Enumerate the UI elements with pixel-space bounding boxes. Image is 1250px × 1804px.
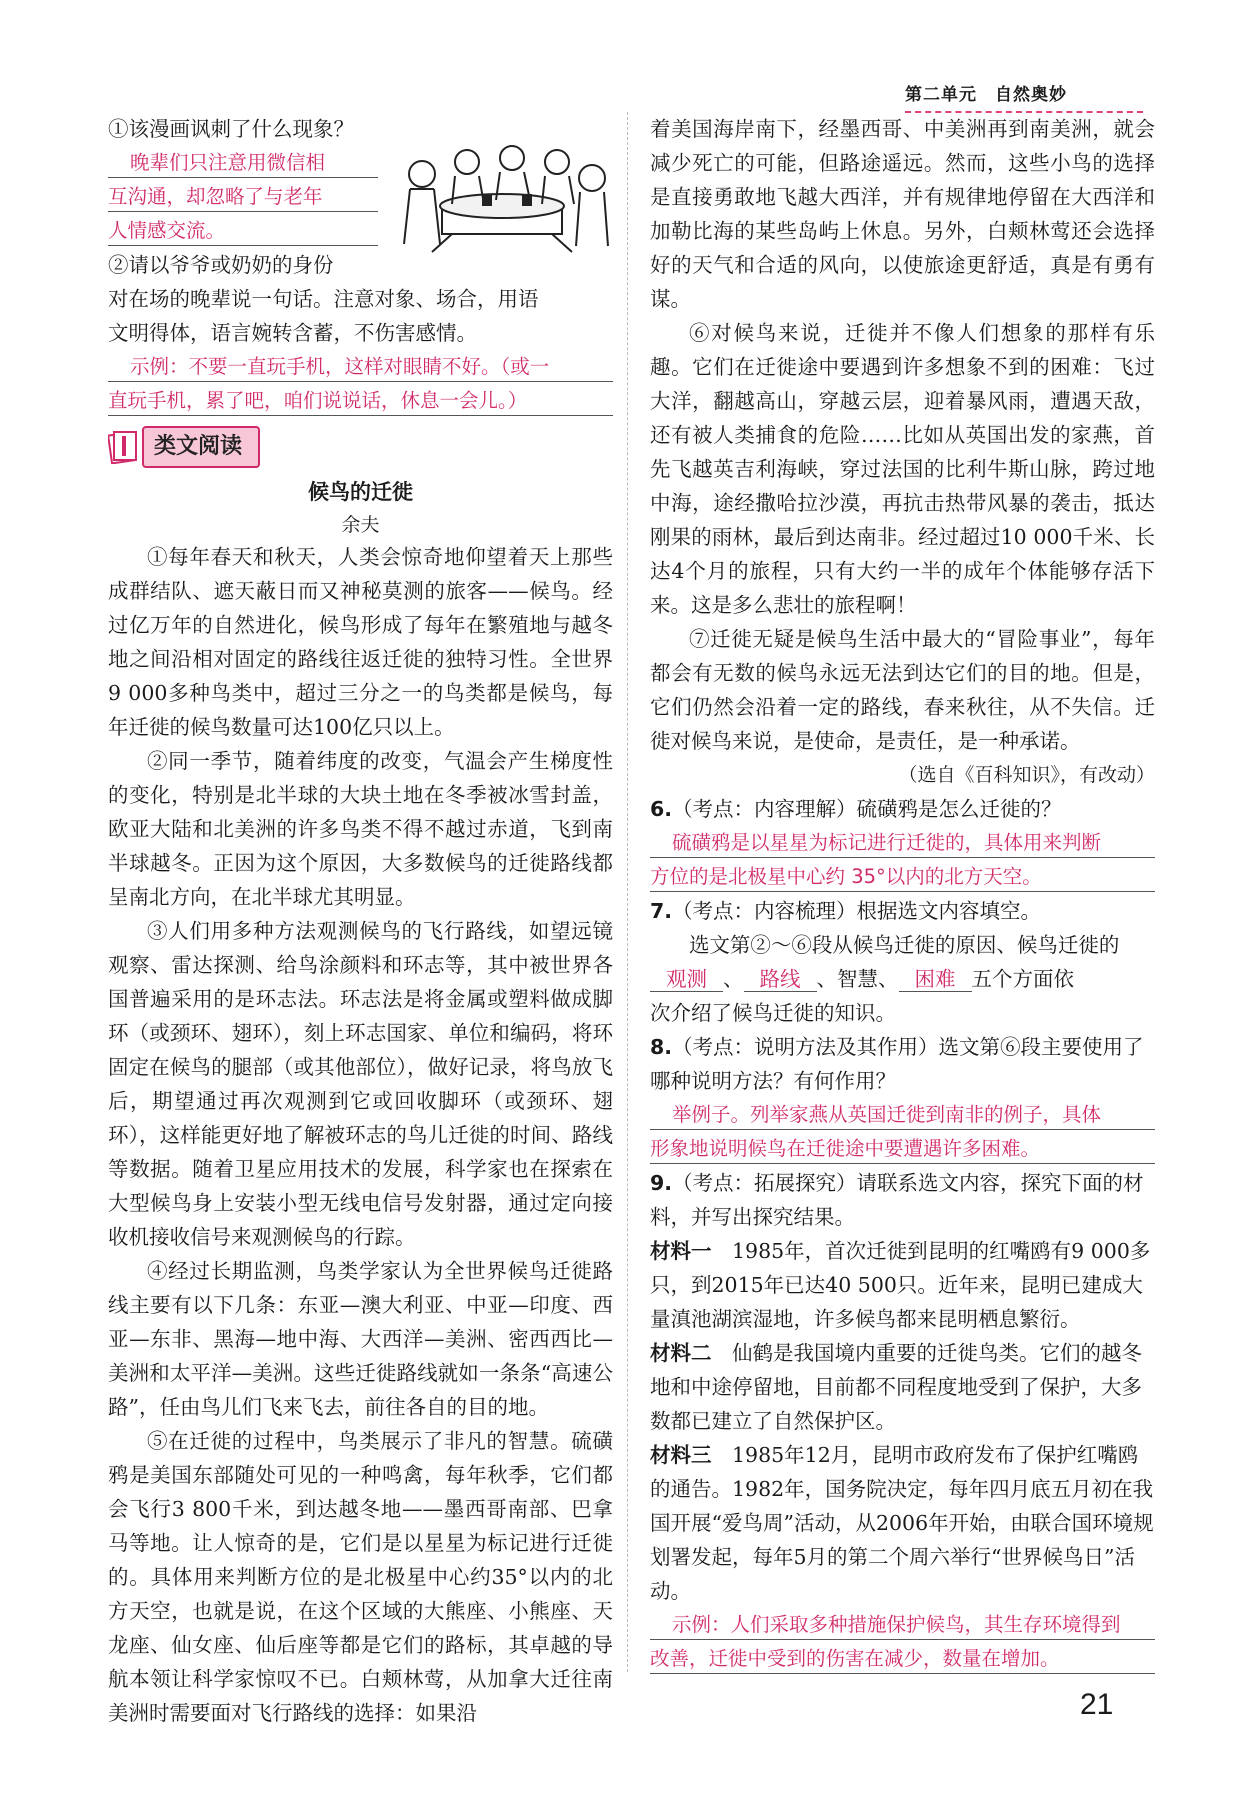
article-author: 余夫 [341,514,380,536]
fill-blank: 路线 [744,967,817,992]
column-divider [627,112,628,1672]
paragraph: ④经过长期监测，鸟类学家认为全世界候鸟迁徙路线主要有以下几条：东亚—澳大利亚、中亚—印度、西亚—东非、黑海—地中海、大西洋—美洲、密西西比—美洲和太平洋—美洲。这些迁徙路线就如一条条“高速公路”，任由鸟儿们飞来飞去，前往各自的目的地。 [108,1259,613,1419]
fill-in-text: 选文第②～⑥段从候鸟迁徙的原因、候鸟迁徙的 [688,933,1120,957]
answer-8-line: 举例子。列举家燕从英国迁徙到南非的例子，具体 [650,1098,1155,1132]
material-2: 材料二 仙鹤是我国境内重要的迁徙鸟类。它们的越冬地和中途停留地，目前都不同程度地受到了保护，大多数都已建立了自然保护区。 [650,1341,1142,1433]
unit-title: 第二单元 自然奥妙 [905,85,1067,105]
left-column [108,112,613,1730]
paragraph: ⑤在迁徙的过程中，鸟类展示了非凡的智慧。硫磺鸦是美国东部随处可见的一种鸣禽，每年秋季，它们都会飞行3 800千米，到达越冬地——墨西哥南部、巴拿马等地。让人惊奇的是，它们是以星星为标记进行迁徙的。具体用来判断方位的是北极星中心约35°以内的北方天空，也就是说，在这个区域的大熊座、小熊座、天龙座、仙女座、仙后座等都是它们的路标，其卓越的导航本领让科学家惊叹不已。白颊林莺，从加拿大迁往南美洲时需要面对飞行路线的选择：如果沿 [108,1429,613,1725]
question-9: 9.（考点：拓展探究）请联系选文内容，探究下面的材料，并写出探究结果。 [650,1171,1144,1229]
paragraph: ③人们用多种方法观测候鸟的飞行路线，如望远镜观察、雷达探测、给鸟涂颜料和环志等，其中被世界各国普遍采用的是环志法。环志法是将金属或塑料做成脚环（或颈环、翅环），刻上环志国家、单位和编码，将环固定在候鸟的腿部（或其他部位），做好记录，将鸟放飞后，期望通过再次观测到它或回收脚环（或颈环、翅环），这样能更好地了解被环志的鸟儿迁徙的时间、路线等数据。随着卫星应用技术的发展，科学家也在探索在大型候鸟身上安装小型无线电信号发射器，通过定向接收机接收信号来观测候鸟的行踪。 [108,919,613,1249]
question-2-line: 对在场的晚辈说一句话。注意对象、场合，用语 [108,287,539,311]
question-2-line: 文明得体，语言婉转含蓄，不伤害感情。 [108,321,477,345]
answer-1 [108,146,378,248]
article-title: 候鸟的迁徙 [308,480,413,504]
answer-6-line: 硫磺鸦是以星星为标记进行迁徙的，具体用来判断 [650,826,1155,860]
answer-2-line: 示例：不要一直玩手机，这样对眼睛不好。（或一 [108,350,613,384]
material-1: 材料一 1985年，首次迁徙到昆明的红嘴鸥有9 000多只，到2015年已达40 500只。近年来，昆明已建成大量滇池湖滨湿地，许多候鸟都来昆明栖息繁衍。 [650,1239,1151,1331]
question-1: ①该漫画讽刺了什么现象？ [108,117,354,141]
page-header [905,80,1155,113]
question-6: 6.（考点：内容理解）硫磺鸦是怎么迁徙的？ [650,797,1062,821]
material-3: 材料三 1985年12月，昆明市政府发布了保护红嘴鸥的通告。1982年，国务院决定，每年四月底五月初在我国开展“爱鸟周”活动，从2006年开始，由联合国环境规划署发起，每年5月的第二个周六举行“世界候鸟日”活动。 [650,1443,1154,1603]
section-label: 类文阅读 [142,426,260,468]
answer-2-line: 直玩手机，累了吧，咱们说说话，休息一会儿。） [108,384,613,418]
answer-9-line: 示例：人们采取多种措施保护候鸟，其生存环境得到 [650,1608,1155,1642]
paragraph: ①每年春天和秋天，人类会惊奇地仰望着天上那些成群结队、遮天蔽日而又神秘莫测的旅客——候鸟。经过亿万年的自然进化，候鸟形成了每年在繁殖地与越冬地之间沿相对固定的路线往返迁徙的独特习性。全世界9 000多种鸟类中，超过三分之一的鸟类都是候鸟，每年迁徙的候鸟数量可达100亿只以上。 [108,545,613,739]
fill-blank: 观测 [650,967,723,992]
fill-blank: 困难 [899,967,972,992]
question-7: 7.（考点：内容梳理）根据选文内容填空。 [650,899,1042,923]
book-icon [108,430,138,464]
question-2-line: ②请以爷爷或奶奶的身份 [108,253,334,277]
answer-8-line: 形象地说明候鸟在迁徙途中要遭遇许多困难。 [650,1132,1155,1166]
answer-1-line: 晚辈们只注意用微信相 [108,146,378,180]
source-note: （选自《百科知识》，有改动） [898,764,1155,786]
answer-1-line: 人情感交流。 [108,214,378,248]
paragraph-continued: 着美国海岸南下，经墨西哥、中美洲再到南美洲，就会减少死亡的可能，但路途遥远。然而，这些小鸟的选择是直接勇敢地飞越大西洋，并有规律地停留在大西洋和加勒比海的某些岛屿上休息。另外，白颊林莺还会选择好的天气和合适的风向，以使旅途更舒适，真是有勇有谋。 [650,117,1155,311]
right-column [650,112,1155,1676]
section-header [108,424,613,470]
page-number: 21 [1080,1688,1114,1721]
paragraph: ⑦迁徙无疑是候鸟生活中最大的“冒险事业”，每年都会有无数的候鸟永远无法到达它们的目的地。但是，它们仍然会沿着一定的路线，春来秋往，从不失信。迁徙对候鸟来说，是使命，是责任，是一种承诺。 [650,627,1155,753]
answer-9-line: 改善，迁徙中受到的伤害在减少，数量在增加。 [650,1642,1155,1676]
answer-1-line: 互沟通，却忽略了与老年 [108,180,378,214]
paragraph: ②同一季节，随着纬度的改变，气温会产生梯度性的变化，特别是北半球的大块土地在冬季被冰雪封盖，欧亚大陆和北美洲的许多鸟类不得不越过赤道，飞到南半球越冬。正因为这个原因，大多数候鸟的迁徙路线都呈南北方向，在北半球尤其明显。 [108,749,613,909]
answer-6-line: 方位的是北极星中心约 35°以内的北方天空。 [650,860,1155,894]
question-8: 8.（考点：说明方法及其作用）选文第⑥段主要使用了哪种说明方法？有何作用？ [650,1035,1144,1093]
fill-in-text-end: 次介绍了候鸟迁徙的知识。 [650,1001,896,1025]
paragraph: ⑥对候鸟来说，迁徙并不像人们想象的那样有乐趣。它们在迁徙途中要遇到许多想象不到的困难：飞过大洋，翻越高山，穿越云层，迎着暴风雨，遭遇天敌，还有被人类捕食的危险……比如从英国出发的家燕，首先飞越英吉利海峡，穿过法国的比利牛斯山脉，跨过地中海，途经撒哈拉沙漠，再抗击热带风暴的袭击，抵达刚果的雨林，最后到达南非。经过超过10 000千米、长达4个月的旅程，只有大约一半的成年个体能够存活下来。这是多么悲壮的旅程啊！ [650,321,1155,617]
fill-in-row: 观测 、 路线 、智慧、 困难 五个方面依 [650,962,1155,996]
